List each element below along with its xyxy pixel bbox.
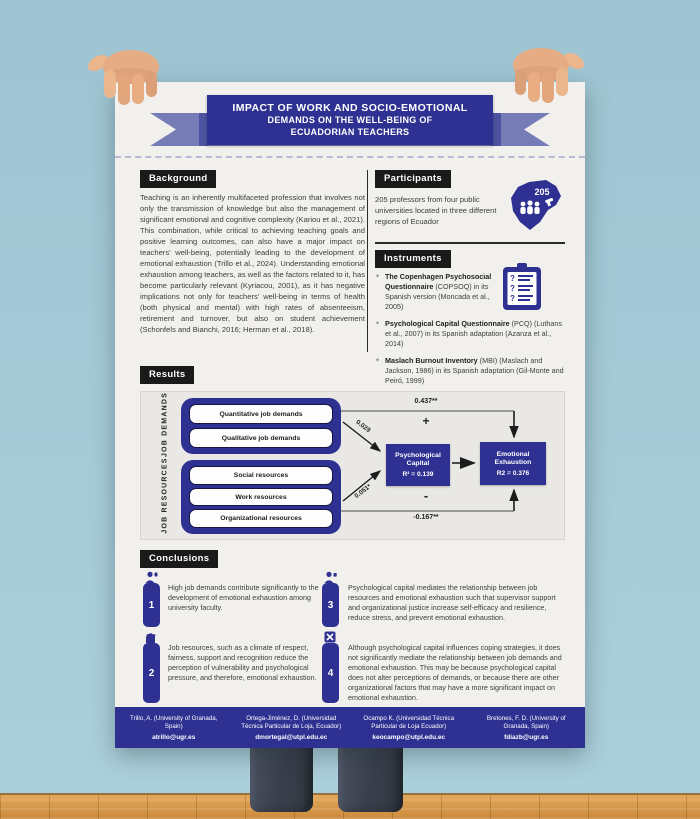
- authors-footer: [115, 707, 585, 748]
- conclusion-number-badge: 3: [322, 583, 339, 627]
- author-name: Trillo, A. (University of Granada, Spain): [130, 714, 218, 730]
- svg-text:?: ?: [510, 294, 515, 303]
- path-coefficient: -0.167**: [413, 514, 439, 521]
- results-path-diagram: [140, 391, 565, 540]
- author-block: [233, 715, 351, 741]
- author-email: dmortegal@utpl.edu.ec: [255, 733, 328, 741]
- diagram-box: Organizational resources: [189, 509, 333, 528]
- svg-text:?: ?: [510, 284, 515, 293]
- instrument-detail: (COPSOQ) in its Spanish version (Moncada et al., 2005): [385, 282, 490, 311]
- results-section-header: Results: [140, 366, 194, 384]
- author-name: Ocampo K. (Universidad Técnica Particular de Loja Ecuador): [363, 714, 455, 730]
- participants-instruments-divider: [375, 242, 565, 244]
- diagram-box: Quantitative job demands: [189, 404, 333, 424]
- conclusion-text: Although psychological capital influences coping strategies, it does not significantly mediate the relationship between job demands and emotional exhaustion. This may be because psychological capital does not alter perceptions of demands, or because there are other organizational factors that may have a more significant impact on emotional exhaustion.: [348, 643, 562, 702]
- instrument-detail: (MBI) (Maslach and Jackson, 1986) in its Spanish adaptation (Gil-Monte and Peiró, 1999): [385, 356, 564, 385]
- diamond-bullet-icon: ✦: [375, 274, 381, 280]
- instrument-detail: (PCQ) (Luthans et al., 2007) in its Spanish adaptation (Azanza et al., 2014): [385, 319, 562, 348]
- conclusion-number-badge: 1: [143, 583, 160, 627]
- conclusion-number-badge: 2: [143, 643, 160, 703]
- participants-section-header: Participants: [375, 170, 451, 188]
- participants-text: 205 professors from four public universities located in three different regions of Ecuador: [375, 195, 497, 226]
- job-demands-group: [181, 398, 341, 454]
- svg-text:?: ?: [510, 274, 515, 283]
- author-email: keocampo@utpl.edu.ec: [372, 733, 446, 741]
- author-block: [350, 715, 468, 741]
- path-sign: +: [422, 414, 430, 428]
- instrument-name: The Copenhagen Psychosocial Questionnaire: [385, 272, 492, 291]
- holding-hand-right: [500, 44, 586, 108]
- instrument-name: Maslach Burnout Inventory: [385, 356, 478, 365]
- path-coefficient: 0.051*: [353, 483, 373, 500]
- dashed-divider: [115, 156, 585, 158]
- background-text: Teaching is an inherently multifaceted profession that involves not only the transmission of knowledge but also the management of significant emotional and cognitive complexity (Kariou et al., 2021). This combination, while critical to achieving teaching goals and positive learning outcomes, can also have a major impact on teachers' well-being, potentially leading to the development of emotional exhaustion (Trillo et al., 2024). Understanding emotional exhaustion among teachers, as well as the factors related to it, has become particularly relevant (Kyriacou, 2001), as it has negative implications not only for teachers' well-being in terms of health (both physical and mental) with high rates of absenteeism, retirement and turnover, but also on student achievement (Schonfels and Bianchi, 2016; Herman et al., 2018).: [140, 193, 365, 334]
- supporting-hand-icon: [144, 631, 158, 643]
- conclusion-text: High job demands contribute significantly to the development of emotional exhaustion among university faculty.: [168, 583, 319, 612]
- list-item: [375, 356, 567, 386]
- job-resources-axis-label: JOB RESOURCES: [161, 457, 169, 534]
- list-item: [375, 272, 567, 312]
- research-poster: [115, 82, 585, 748]
- diagram-box: Qualitative job demands: [189, 428, 333, 448]
- diagram-box: Social resources: [189, 466, 333, 485]
- author-block: [115, 715, 233, 741]
- poster-title-line2: DEMANDS ON THE WELL-BEING OF: [267, 115, 433, 125]
- crossed-box-icon: [323, 631, 337, 643]
- holding-hand-left: [86, 46, 172, 110]
- instrument-name: Psychological Capital Questionnaire: [385, 319, 510, 328]
- job-resources-group: [181, 460, 341, 534]
- author-email: atrillo@ugr.es: [152, 733, 196, 741]
- list-item: [375, 319, 567, 349]
- job-demands-axis-label: JOB DEMANDS: [161, 392, 169, 457]
- psychological-capital-node: Psychological Capital R² = 0.139: [386, 444, 450, 486]
- conclusion-text: Job resources, such as a climate of respect, fairness, support and recognition reduce the perception of vulnerability and psychological pressure, and therefore, emotional exhaustion.: [168, 643, 317, 682]
- instruments-section-header: Instruments: [375, 250, 451, 268]
- poster-title-line1: IMPACT OF WORK AND SOCIO-EMOTIONAL: [232, 102, 468, 114]
- poster-title-line3: ECUADORIAN TEACHERS: [290, 126, 410, 137]
- conclusion-number-badge: 4: [322, 643, 339, 703]
- diamond-bullet-icon: ✦: [375, 358, 381, 364]
- ecuador-map-icon: [507, 178, 565, 236]
- diamond-bullet-icon: ✦: [375, 321, 381, 327]
- author-name: Bretones, F. D. (University of Granada, Spain): [486, 714, 566, 730]
- conclusion-text: Psychological capital mediates the relationship between job resources and emotional exhaustion such that supervisor support and organizational justice increase self-efficacy and resilience, reduce stress, and prevent emotional exhaustion.: [348, 583, 556, 622]
- instruments-list: [375, 272, 567, 393]
- lecturer-person-icon: [144, 571, 158, 583]
- author-block: [468, 715, 586, 741]
- diagram-box: Work resources: [189, 488, 333, 507]
- author-email: fdiazb@ugr.es: [504, 733, 549, 741]
- svg-text:205: 205: [534, 187, 550, 197]
- path-coefficient: 0.437**: [414, 398, 438, 405]
- emotional-exhaustion-node: Emotional Exhaustion R2 = 0.376: [480, 442, 546, 485]
- author-name: Ortega-Jiménez, D. (Universidad Técnica Particular de Loja, Ecuador): [241, 714, 342, 730]
- poster-title: [207, 95, 493, 145]
- path-coefficient: 0.029: [354, 418, 372, 435]
- supervisor-person-icon: [323, 571, 337, 583]
- path-sign: -: [423, 488, 429, 503]
- conclusions-section-header: Conclusions: [140, 550, 218, 568]
- background-section-header: Background: [140, 170, 216, 188]
- column-divider: [367, 170, 368, 352]
